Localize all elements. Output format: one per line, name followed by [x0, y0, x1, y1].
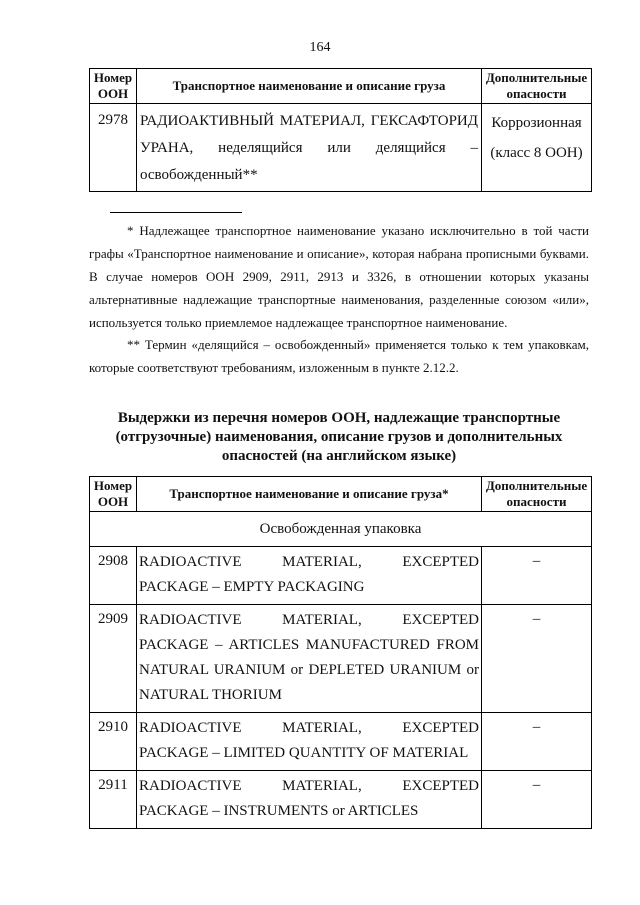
- section-heading: Выдержки из перечня номеров ООН, надлежащие транспортные (отгрузочные) наименования, описание грузов и дополнительных опасностей (на английском языке): [115, 410, 563, 464]
- description-line: освобожденный**: [140, 167, 258, 183]
- un-table-russian: [89, 68, 592, 192]
- description-line: NATURAL URANIUM or DEPLETED URANIUM or: [139, 662, 479, 678]
- table-row: [90, 104, 592, 192]
- hazard-cell: –: [482, 771, 592, 829]
- description-cell: [137, 547, 482, 605]
- section-row: [90, 512, 592, 547]
- un-number-cell: 2909: [90, 605, 137, 713]
- description-cell: [137, 713, 482, 771]
- table-body: [90, 547, 592, 829]
- header-shipping-name: Транспортное наименование и описание груза*: [137, 477, 482, 512]
- un-number-cell: 2910: [90, 713, 137, 771]
- un-number-cell: 2978: [90, 104, 137, 192]
- hazard-cell: –: [482, 605, 592, 713]
- header-un-number: Номер ООН: [90, 477, 137, 512]
- description-line: RADIOACTIVE MATERIAL, EXCEPTED: [139, 554, 479, 570]
- un-table-english: [89, 476, 592, 829]
- header-subsidiary-hazards: Дополнительные опасности: [482, 477, 592, 512]
- section-title: Освобожденная упаковка: [90, 512, 592, 547]
- description-cell: [137, 771, 482, 829]
- un-number-cell: 2908: [90, 547, 137, 605]
- header-un-number: Номер ООН: [90, 69, 137, 104]
- description-line: RADIOACTIVE MATERIAL, EXCEPTED: [139, 778, 479, 794]
- description-line: PACKAGE – LIMITED QUANTITY OF MATERIAL: [139, 745, 469, 761]
- description-line: RADIOACTIVE MATERIAL, EXCEPTED: [139, 612, 479, 628]
- footnote-separator: [110, 212, 242, 213]
- hazard-line: (класс 8 ООН): [490, 145, 583, 161]
- description-line: RADIOACTIVE MATERIAL, EXCEPTED: [139, 720, 479, 736]
- description-line: NATURAL THORIUM: [139, 687, 282, 703]
- description-line: PACKAGE – EMPTY PACKAGING: [139, 579, 365, 595]
- hazard-cell: –: [482, 713, 592, 771]
- table-header-row: [90, 477, 592, 512]
- description-line: УРАНА, неделящийся или делящийся –: [140, 140, 478, 156]
- table-row: [90, 713, 592, 771]
- un-number-cell: 2911: [90, 771, 137, 829]
- footnote-2: ** Термин «делящийся – освобожденный» применяется только к тем упаковкам, которые соответствуют требованиям, изложенным в пункте 2.12.2.: [89, 337, 589, 375]
- description-line: PACKAGE – ARTICLES MANUFACTURED FROM: [139, 637, 479, 653]
- table-row: [90, 771, 592, 829]
- description-cell: [137, 605, 482, 713]
- description-line: РАДИОАКТИВНЫЙ МАТЕРИАЛ, ГЕКСАФТОРИД: [140, 113, 478, 129]
- table-header-row: [90, 69, 592, 104]
- footnote-1: * Надлежащее транспортное наименование указано исключительно в той части графы «Транспортное наименование и описание», которая набрана прописными буквами. В случае номеров ООН 2909, 2911, 2913 и 3326, в отношении которых указаны альтернативные надлежащие транспортные наименования, разделенные союзом «или», используется только приемлемое надлежащее транспортное наименование.: [89, 223, 589, 330]
- hazard-line: Коррозионная: [491, 115, 582, 131]
- header-subsidiary-hazards: Дополнительные опасности: [482, 69, 592, 104]
- page-number: 164: [309, 40, 331, 55]
- description-line: PACKAGE – INSTRUMENTS or ARTICLES: [139, 803, 419, 819]
- hazard-cell: [482, 104, 592, 192]
- table-row: [90, 547, 592, 605]
- header-shipping-name: Транспортное наименование и описание груза: [137, 69, 482, 104]
- table-row: [90, 605, 592, 713]
- description-cell: [137, 104, 482, 192]
- hazard-cell: –: [482, 547, 592, 605]
